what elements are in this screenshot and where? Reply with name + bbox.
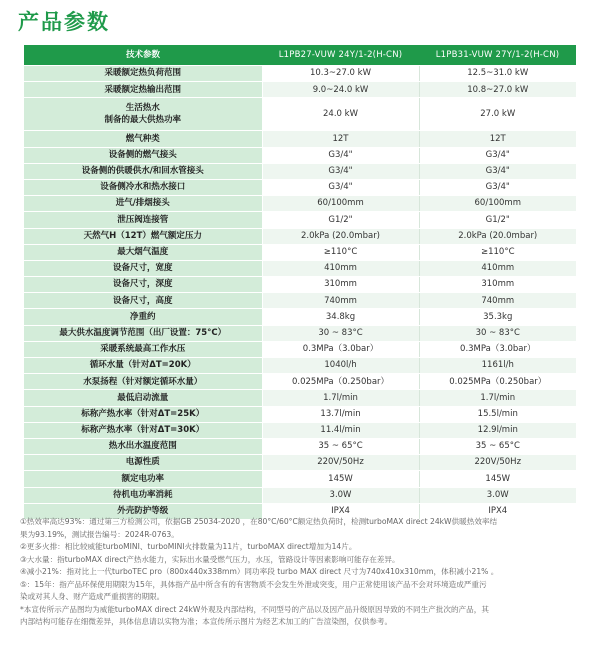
row-label-line-2: 制备的最大供热功率: [104, 115, 181, 126]
table-row: [24, 390, 576, 406]
row-value-model-2: G1/2": [419, 212, 576, 228]
row-value-model-2: 12T: [419, 131, 576, 147]
table-row: [24, 212, 576, 228]
footnote-1-cont: 果为93.19%，测试报告编号：2024R-0763。: [20, 529, 179, 539]
row-value-model-1: 1040l/h: [262, 358, 419, 374]
page-title: 产品参数: [18, 10, 110, 34]
row-label: 标称产热水率（针对ΔT=30K）: [24, 422, 262, 438]
footnote-3: ③大水量：指turboMAX direct产热水能力，实际出水量受燃气压力，水压，管路设计等因素影响可能存在差异。: [20, 554, 400, 564]
row-label: 采暖系统最高工作水压: [24, 341, 262, 357]
table-header-row: [24, 45, 576, 66]
row-value-model-1: 310mm: [262, 277, 419, 293]
row-label: 外壳防护等级: [24, 503, 262, 519]
row-value-model-1: 10.3~27.0 kW: [262, 66, 419, 82]
row-label: 设备侧的供暖供水/和回水管接头: [24, 163, 262, 179]
row-label: 设备侧的燃气接头: [24, 147, 262, 163]
row-label: 热水出水温度范围: [24, 438, 262, 454]
row-value-model-2: G3/4": [419, 147, 576, 163]
row-value-model-1: 1.7l/min: [262, 390, 419, 406]
row-value-model-1: 35 ~ 65°C: [262, 438, 419, 454]
row-value-model-2: 145W: [419, 471, 576, 487]
row-label: 泄压阀连接管: [24, 212, 262, 228]
table-row: [24, 82, 576, 98]
spec-table: [24, 45, 576, 520]
row-value-model-1: G3/4": [262, 179, 419, 195]
table-row: [24, 487, 576, 503]
row-value-model-2: 2.0kPa (20.0mbar): [419, 228, 576, 244]
table-row: [24, 325, 576, 341]
row-value-model-2: 3.0W: [419, 487, 576, 503]
row-label: 最大供水温度调节范围（出厂设置：75°C）: [24, 325, 262, 341]
row-value-model-1: G1/2": [262, 212, 419, 228]
table-row: [24, 163, 576, 179]
row-value-model-1: 34.8kg: [262, 309, 419, 325]
row-value-model-1: ≥110°C: [262, 244, 419, 260]
row-label: [24, 98, 262, 131]
row-value-model-1: 9.0~24.0 kW: [262, 82, 419, 98]
row-value-model-2: ≥110°C: [419, 244, 576, 260]
header-label: 技术参数: [24, 45, 262, 66]
row-value-model-1: 24.0 kW: [262, 98, 419, 131]
table-row: [24, 179, 576, 195]
table-row: [24, 406, 576, 422]
table-row: [24, 438, 576, 454]
header-model-1: L1PB27-VUW 24Y/1-2(H-CN): [262, 45, 419, 66]
row-value-model-2: 35.3kg: [419, 309, 576, 325]
row-label: 进气/排烟接头: [24, 196, 262, 212]
row-label: 设备侧冷水和热水接口: [24, 179, 262, 195]
table-row: [24, 131, 576, 147]
row-label: 最低启动流量: [24, 390, 262, 406]
row-value-model-2: 0.025MPa（0.250bar）: [419, 374, 576, 390]
row-label-line-1: 生活热水: [125, 103, 160, 114]
row-label: 天然气H（12T）燃气额定压力: [24, 228, 262, 244]
row-value-model-1: 2.0kPa (20.0mbar): [262, 228, 419, 244]
row-label: 设备尺寸，宽度: [24, 260, 262, 276]
header-model-2: L1PB31-VUW 27Y/1-2(H-CN): [419, 45, 576, 66]
footnote-5: ⑤：15年：指产品环保使用期限为15年，具体指产品中所含有的有害物质不会发生外泄或突变，用户正常使用该产品不会对环境造成严重污: [20, 579, 487, 589]
footnote-2: ②更多火排：相比较威能turboMINI、turboMINI火排数量为11片，turboMAX direct增加为14片。: [20, 542, 357, 551]
table-row: [24, 455, 576, 471]
row-value-model-1: IPX4: [262, 503, 419, 519]
table-row: [24, 228, 576, 244]
row-value-model-2: G3/4": [419, 179, 576, 195]
row-label: 设备尺寸，高度: [24, 293, 262, 309]
row-value-model-2: 60/100mm: [419, 196, 576, 212]
row-value-model-1: 145W: [262, 471, 419, 487]
row-value-model-2: 30 ~ 83°C: [419, 325, 576, 341]
row-label: 最大烟气温度: [24, 244, 262, 260]
row-value-model-1: 740mm: [262, 293, 419, 309]
row-label: 待机电功率消耗: [24, 487, 262, 503]
table-row: [24, 341, 576, 357]
row-value-model-2: 310mm: [419, 277, 576, 293]
table-row: [24, 422, 576, 438]
table-row: [24, 196, 576, 212]
table-row: [24, 147, 576, 163]
table-row: [24, 358, 576, 374]
row-value-model-2: IPX4: [419, 503, 576, 519]
row-value-model-1: 0.3MPa（3.0bar）: [262, 341, 419, 357]
row-value-model-1: 12T: [262, 131, 419, 147]
row-value-model-2: 1.7l/min: [419, 390, 576, 406]
footnote-4: ④减小21%：指对比上一代turboTEC pro（800x440x338mm）同功率段 turbo MAX direct 尺寸为740x410x310mm，体积减小21% 。: [20, 567, 499, 576]
table-row: [24, 244, 576, 260]
row-label: 采暖额定热输出范围: [24, 82, 262, 98]
row-label: 标称产热水率（针对ΔT=25K）: [24, 406, 262, 422]
footnote-6-cont: 内部结构可能存在细微差异，具体信息请以实物为准；本宣传所示图片为经艺术加工的广告渲染图，仅供参考。: [20, 617, 393, 626]
row-value-model-1: 3.0W: [262, 487, 419, 503]
footnote-6: *本宣传所示产品图均为威能turboMAX direct 24kW外观及内部结构，不同型号的产品以及因产品升级原因导致的不同生产批次的产品，其: [20, 604, 489, 614]
table-row: [24, 260, 576, 276]
spec-table-body: [24, 66, 576, 520]
table-row: [24, 293, 576, 309]
row-value-model-2: 12.9l/min: [419, 422, 576, 438]
row-value-model-2: 1161l/h: [419, 358, 576, 374]
row-value-model-1: 60/100mm: [262, 196, 419, 212]
row-value-model-1: G3/4": [262, 163, 419, 179]
table-row: [24, 277, 576, 293]
row-value-model-2: 410mm: [419, 260, 576, 276]
row-value-model-2: 35 ~ 65°C: [419, 438, 576, 454]
table-row: [24, 98, 576, 131]
row-value-model-2: 27.0 kW: [419, 98, 576, 131]
row-value-model-2: G3/4": [419, 163, 576, 179]
row-value-model-2: 740mm: [419, 293, 576, 309]
row-label: 循环水量（针对ΔT=20K）: [24, 358, 262, 374]
row-label: 额定电功率: [24, 471, 262, 487]
footnote-1: ①热效率高达93%：通过第三方检测公司，依据GB 25034-2020 ，在80°C/60°C额定热负荷时，检测turboMAX direct 24kW供暖热效率结: [20, 517, 498, 526]
row-value-model-1: 0.025MPa（0.250bar）: [262, 374, 419, 390]
footnote-5-cont: 染或对其人身、财产造成严重损害的期限。: [20, 592, 165, 601]
row-value-model-1: 11.4l/min: [262, 422, 419, 438]
row-value-model-1: G3/4": [262, 147, 419, 163]
row-label: 净重约: [24, 309, 262, 325]
row-value-model-2: 220V/50Hz: [419, 455, 576, 471]
row-value-model-1: 410mm: [262, 260, 419, 276]
row-label: 设备尺寸，深度: [24, 277, 262, 293]
row-value-model-2: 10.8~27.0 kW: [419, 82, 576, 98]
table-row: [24, 471, 576, 487]
row-value-model-1: 13.7l/min: [262, 406, 419, 422]
row-value-model-2: 0.3MPa（3.0bar）: [419, 341, 576, 357]
row-label: 水泵扬程（针对额定循环水量）: [24, 374, 262, 390]
footnotes: [20, 516, 580, 629]
table-row: [24, 309, 576, 325]
row-value-model-2: 15.5l/min: [419, 406, 576, 422]
row-value-model-2: 12.5~31.0 kW: [419, 66, 576, 82]
row-label: 电源性质: [24, 455, 262, 471]
row-label: 采暖额定热负荷范围: [24, 66, 262, 82]
row-label: 燃气种类: [24, 131, 262, 147]
table-row: [24, 374, 576, 390]
table-row: [24, 66, 576, 82]
row-value-model-1: 30 ~ 83°C: [262, 325, 419, 341]
row-value-model-1: 220V/50Hz: [262, 455, 419, 471]
